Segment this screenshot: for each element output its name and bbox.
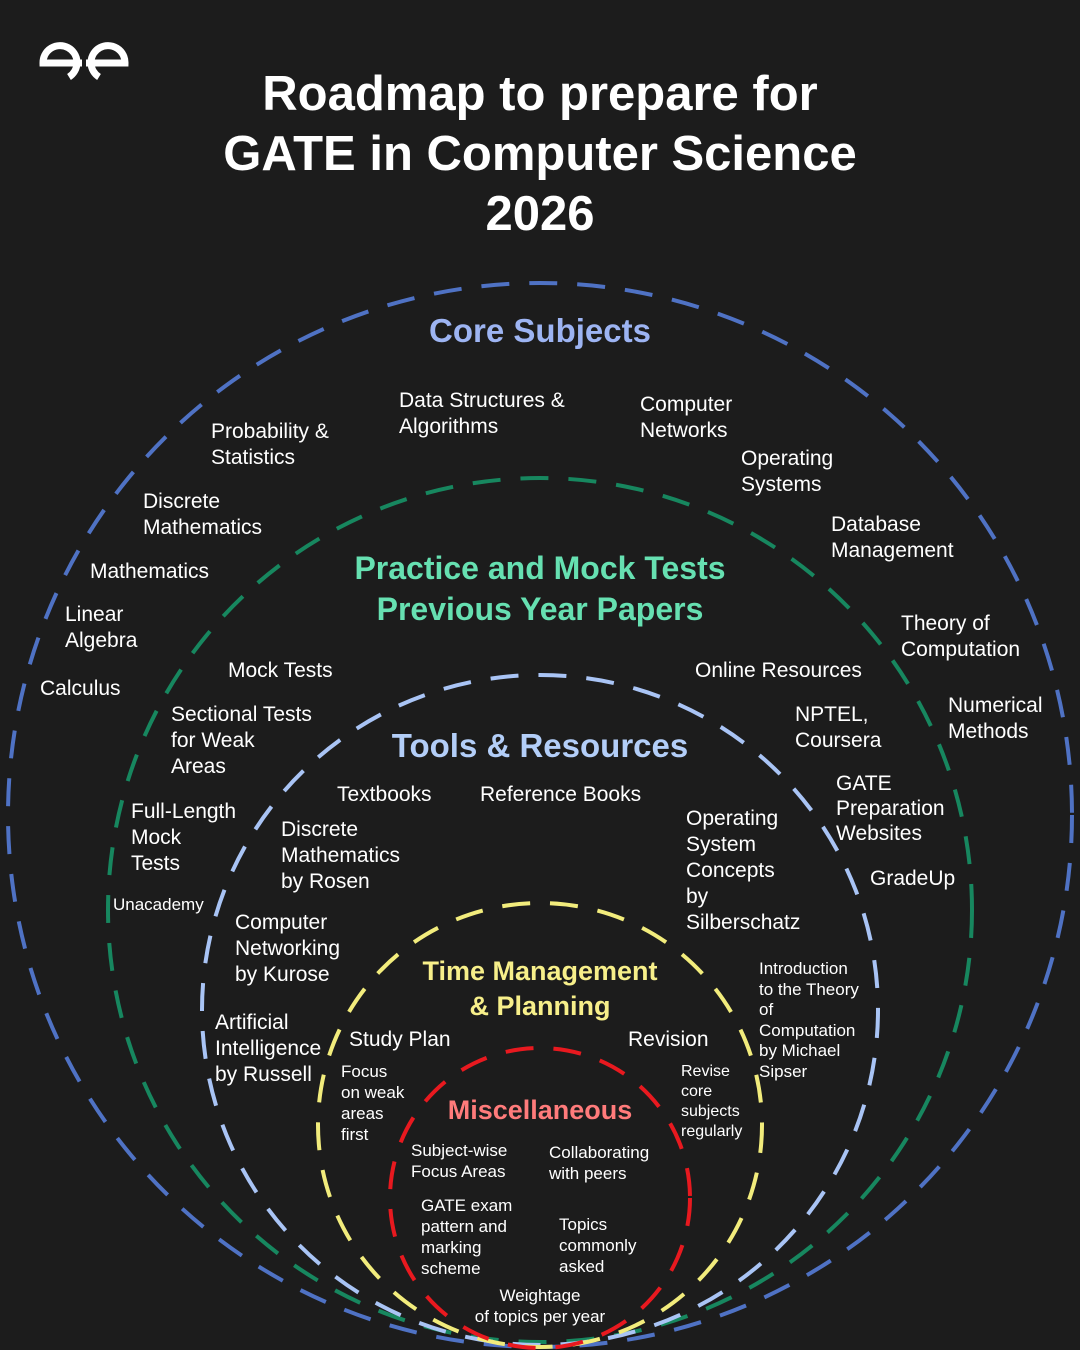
practice-item-gradeup: GradeUp [870,867,956,890]
tools-item-reference-books: Reference Books [480,783,642,806]
misc-item-subject-wise: Subject-wise Focus Areas [411,1141,508,1181]
core-item-dsa: Data Structures & Algorithms [399,389,565,438]
tools-item-sipser: Introduction to the Theory of Computation by Michael Sipser [759,959,859,1081]
core-item-numerical-methods: Numerical Methods [948,694,1043,743]
core-item-theory-of-computation: Theory of Computation [901,612,1021,661]
miscellaneous-heading: Miscellaneous [447,1095,633,1125]
practice-item-mock-tests: Mock Tests [228,659,333,682]
time-item-revision: Revision [628,1028,709,1051]
tools-item-silberschatz: Operating System Concepts by Silberschatz [686,807,801,934]
title-line: 2026 [485,187,595,241]
time-item-focus-weak-areas: Focus on weak areas first [341,1062,405,1144]
core-item-probability: Probability & Statistics [211,420,329,469]
misc-item-collaborating: Collaborating with peers [549,1143,650,1183]
core-item-computer-networks: Computer Networks [640,393,733,442]
tools-item-kurose: Computer Networking by Kurose [235,911,341,986]
practice-heading: Practice and Mock Tests Previous Year Papers [354,550,726,627]
tools-item-russell: Artificial Intelligence by Russell [215,1011,322,1086]
practice-item-unacademy: Unacademy [113,895,204,914]
practice-item-sectional-tests: Sectional Tests for Weak Areas [171,703,312,778]
time-item-revise-core: Revise core subjects regularly [681,1063,743,1140]
core-item-calculus: Calculus [40,677,121,700]
misc-item-exam-pattern: GATE exam pattern and marking scheme [421,1196,513,1278]
practice-item-gate-websites: GATE Preparation Websites [836,772,945,845]
time-item-study-plan: Study Plan [349,1028,451,1051]
tools-heading: Tools & Resources [391,727,689,764]
practice-item-online-resources: Online Resources [695,659,862,682]
core-item-operating-systems: Operating Systems [741,447,834,496]
core-subjects-heading: Core Subjects [429,312,651,349]
core-item-linear-algebra: Linear Algebra [65,603,138,652]
title-line: GATE in Computer Science [223,127,857,181]
practice-item-full-length-mock: Full-Length Mock Tests [131,800,237,875]
page-title [0,64,1080,244]
time-management-heading: Time Management & Planning [422,956,658,1021]
practice-item-nptel-coursera: NPTEL, Coursera [795,703,882,752]
title-line: Roadmap to prepare for [262,67,818,121]
tools-item-textbooks: Textbooks [337,783,432,806]
core-item-database: Database Management [831,513,954,562]
misc-item-topics-asked: Topics commonly asked [559,1215,637,1276]
misc-item-weightage: Weightage of topics per year [474,1286,606,1326]
core-item-mathematics: Mathematics [90,560,210,583]
core-item-discrete-math: Discrete Mathematics [143,490,263,539]
tools-item-rosen: Discrete Mathematics by Rosen [281,818,401,893]
